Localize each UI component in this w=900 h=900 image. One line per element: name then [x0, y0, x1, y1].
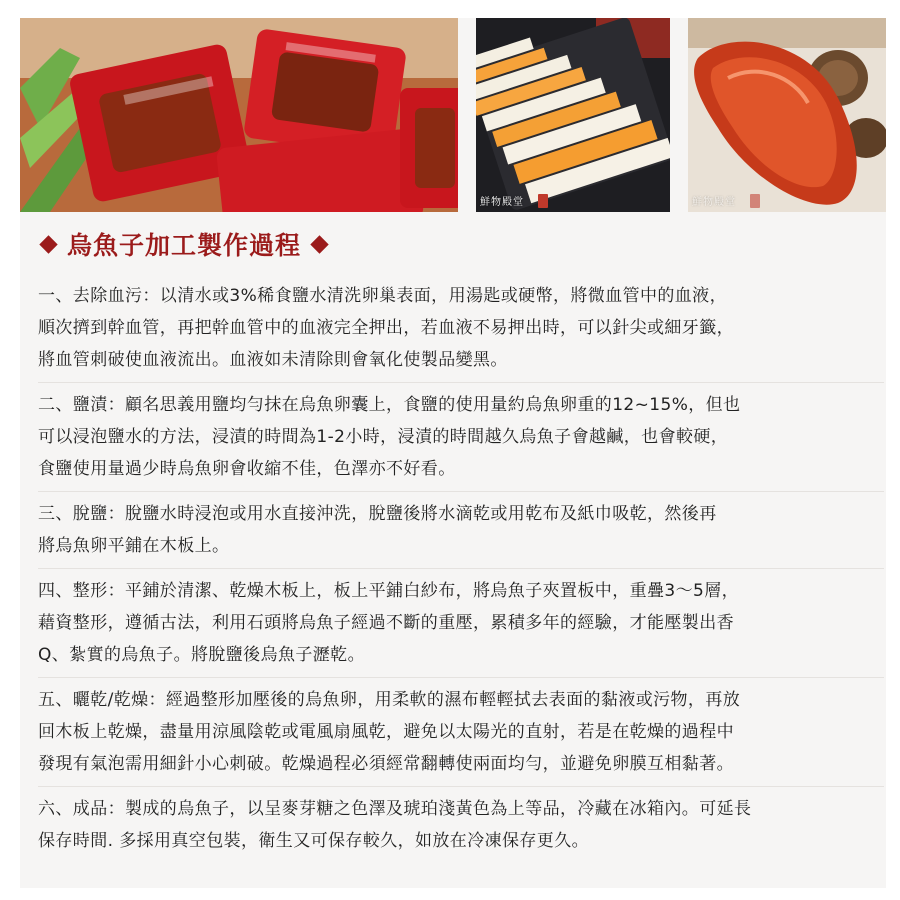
section-heading: [38, 224, 338, 264]
step-line: 保存時間. 多採用真空包裝，衛生又可保存較久，如放在冷凍保存更久。: [38, 831, 590, 851]
divider: [38, 382, 884, 383]
photo-strip: [20, 18, 886, 212]
watermark-text: 鮮物殿堂: [480, 197, 524, 208]
step-line: 食鹽使用量過少時烏魚卵會收縮不佳，色澤亦不好看。: [38, 459, 456, 479]
step-line: 五、曬乾/乾燥：經過整形加壓後的烏魚卵，用柔軟的濕布輕輕拭去表面的黏液或污物，再放: [38, 690, 741, 710]
step-line: 藉資整形，遵循古法，利用石頭將烏魚子經過不斷的重壓，累積多年的經驗，才能壓製出香: [38, 613, 734, 633]
heading-title: 烏魚子加工製作過程: [67, 231, 302, 260]
step-5: [38, 684, 884, 780]
photo-whole-roe: [688, 18, 886, 212]
step-line: 二、鹽漬：顧名思義用鹽均勻抹在烏魚卵囊上，食鹽的使用量約烏魚卵重的12~15%，但也: [38, 395, 741, 415]
step-line: 將血管刺破使血液流出。血液如未清除則會氧化使製品變黑。: [38, 350, 508, 370]
photo-sliced-roe: [476, 18, 670, 212]
step-line: 順次擠到幹血管，再把幹血管中的血液完全押出，若血液不易押出時，可以針尖或細牙籤，: [38, 318, 734, 338]
step-line: 將烏魚卵平鋪在木板上。: [38, 536, 230, 556]
step-line: Q、紮實的烏魚子。將脫鹽後烏魚子瀝乾。: [38, 645, 365, 665]
step-2: [38, 389, 884, 485]
step-line: 三、脫鹽：脫鹽水時浸泡或用水直接沖洗，脫鹽後將水滴乾或用乾布及紙巾吸乾，然後再: [38, 504, 717, 524]
step-line: 發現有氣泡需用細針小心刺破。乾燥過程必須經常翻轉使兩面均勻，並避免卵膜互相黏著。: [38, 754, 734, 774]
process-steps: [38, 280, 884, 857]
step-1: [38, 280, 884, 376]
divider: [38, 491, 884, 492]
step-line: 六、成品：製成的烏魚子，以呈麥芽糖之色澤及琥珀淺黃色為上等品，冷藏在冰箱內。可延長: [38, 799, 752, 819]
divider: [38, 568, 884, 569]
divider: [38, 786, 884, 787]
step-line: 一、去除血污：以清水或3%稀食鹽水清洗卵巢表面，用湯匙或硬幣，將微血管中的血液，: [38, 286, 727, 306]
watermark-seal-icon: [750, 194, 760, 208]
content-panel: [20, 18, 886, 888]
divider: [38, 677, 884, 678]
diamond-icon: [310, 235, 328, 253]
step-3: [38, 498, 884, 562]
step-6: [38, 793, 884, 857]
photo-wrapped-roe: [20, 18, 458, 212]
step-4: [38, 575, 884, 671]
step-line: 四、整形：平鋪於清潔、乾燥木板上，板上平鋪白紗布，將烏魚子夾置板中，重疊3～5層，: [38, 581, 740, 601]
watermark-text: 鮮物殿堂: [692, 197, 736, 208]
watermark-seal-icon: [538, 194, 548, 208]
step-line: 回木板上乾燥，盡量用涼風陰乾或電風扇風乾，避免以太陽光的直射，若是在乾燥的過程中: [38, 722, 734, 742]
step-line: 可以浸泡鹽水的方法，浸漬的時間為1-2小時，浸漬的時間越久烏魚子會越鹹，也會較硬，: [38, 427, 729, 447]
diamond-icon: [39, 235, 57, 253]
